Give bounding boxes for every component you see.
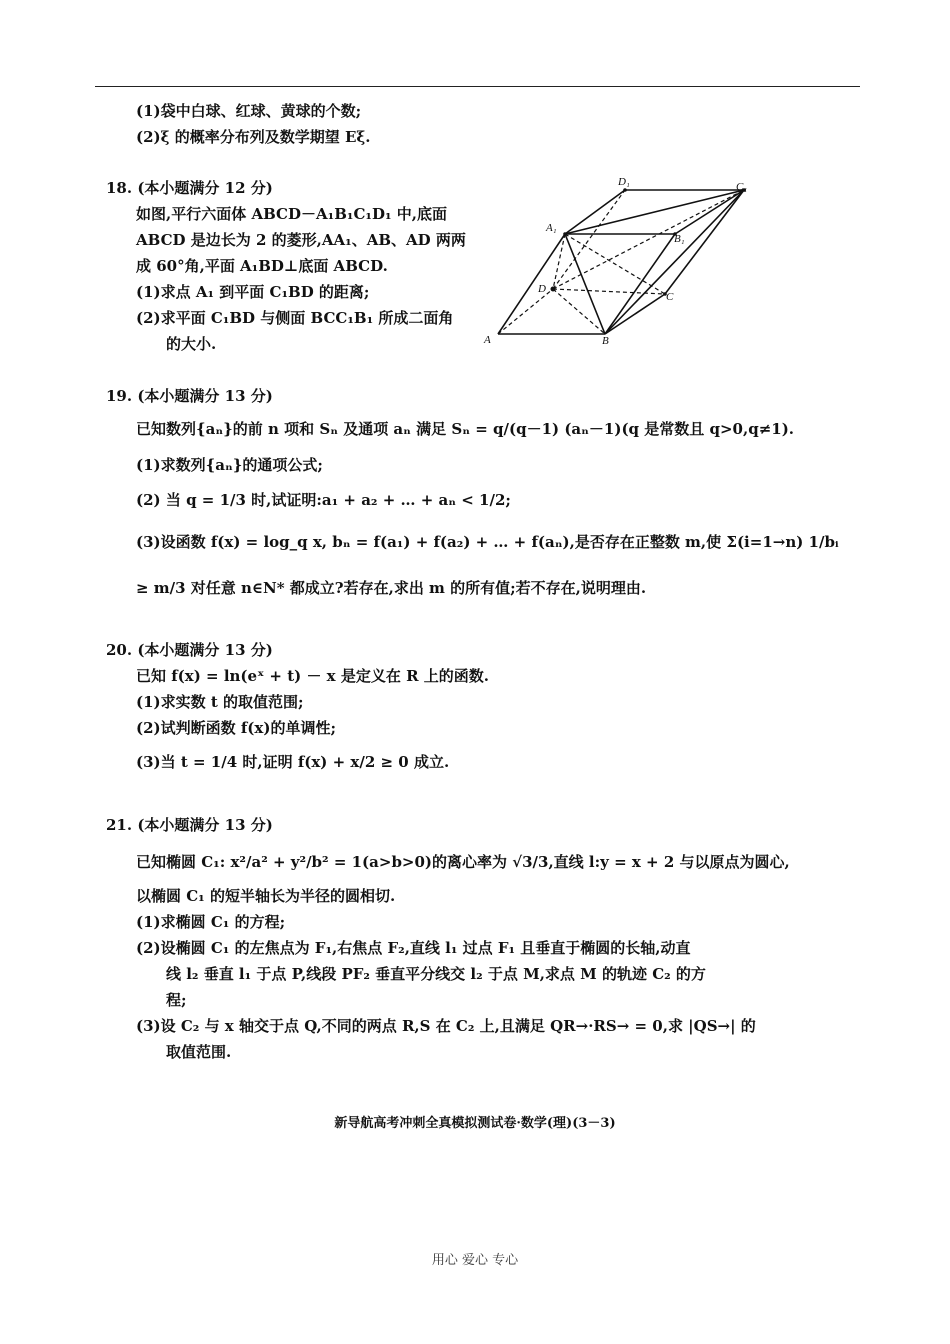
q20-line2: (1)求实数 t 的取值范围;	[136, 693, 304, 711]
edge-b1b	[605, 234, 675, 334]
q19-line3: (2) 当 q = 1/3 时,试证明:a₁ + a₂ + … + aₙ < 1/2;	[136, 491, 511, 509]
q21-line6: 程;	[166, 991, 187, 1009]
label-c: C	[666, 291, 674, 303]
q21-line3: (1)求椭圆 C₁ 的方程;	[136, 913, 286, 931]
label-d: D	[538, 283, 546, 295]
label-d1: D₁	[618, 176, 630, 188]
point-d1	[623, 188, 627, 192]
q20-line4: (3)当 t = 1/4 时,证明 f(x) + x/2 ≥ 0 成立.	[136, 753, 450, 771]
edge-bc1	[605, 190, 744, 334]
q21-line2: 以椭圆 C₁ 的短半轴长为半径的圆相切.	[136, 887, 396, 905]
edge-ad-hidden	[498, 289, 553, 334]
q19-line2: (1)求数列{aₙ}的通项公式;	[136, 456, 323, 474]
q19-line1: 已知数列{aₙ}的前 n 项和 Sₙ 及通项 aₙ 满足 Sₙ = q/(q－1) (aₙ－1)(q 是常数且 q>0,q≠1).	[136, 420, 795, 438]
q18-line2: ABCD 是边长为 2 的菱形,AA₁、AB、AD 两两	[136, 231, 466, 249]
q18-line4: (1)求点 A₁ 到平面 C₁BD 的距离;	[136, 283, 370, 301]
q19-line4: (3)设函数 f(x) = log_q x, bₙ = f(a₁) + f(a₂) + … + f(aₙ),是否存在正整数 m,使 Σ(i=1→n) 1/bᵢ	[136, 533, 839, 551]
label-a: A	[484, 334, 491, 346]
edge-b1c1	[675, 190, 744, 234]
point-d	[551, 287, 556, 292]
bottom-caption: 用心 爱心 专心	[431, 1253, 519, 1268]
edge-a1c-hidden	[565, 234, 665, 294]
edge-aa1	[498, 234, 565, 334]
q20-line1: 已知 f(x) = ln(eˣ + t) － x 是定义在 R 上的函数.	[136, 667, 489, 685]
q21-line4: (2)设椭圆 C₁ 的左焦点为 F₁,右焦点 F₂,直线 l₁ 过点 F₁ 且垂直于椭圆的长轴,动直	[136, 939, 691, 957]
label-b1: B₁	[674, 233, 685, 245]
edge-db-hidden	[553, 289, 605, 334]
parallelepiped-figure	[478, 174, 758, 350]
top-rule	[95, 86, 860, 87]
label-a1: A₁	[546, 222, 557, 234]
point-a1	[563, 232, 567, 236]
q18-line1: 如图,平行六面体 ABCD－A₁B₁C₁D₁ 中,底面	[136, 205, 447, 223]
edge-dd1-hidden	[553, 190, 625, 289]
q21-title: 21. (本小题满分 13 分)	[106, 816, 273, 834]
q20-line3: (2)试判断函数 f(x)的单调性;	[136, 719, 336, 737]
q17-part2: (2)ξ 的概率分布列及数学期望 Eξ.	[136, 128, 371, 146]
q19-line5: ≥ m/3 对任意 n∈N* 都成立?若存在,求出 m 的所有值;若不存在,说明理由.	[136, 579, 647, 597]
q21-line1: 已知椭圆 C₁: x²/a² + y²/b² = 1(a>b>0)的离心率为 √3/3,直线 l:y = x + 2 与以原点为圆心,	[136, 853, 790, 871]
edge-a1c1	[565, 190, 744, 234]
q17-part1: (1)袋中白球、红球、黄球的个数;	[136, 102, 362, 120]
q18-line6: 的大小.	[166, 335, 217, 353]
q19-title: 19. (本小题满分 13 分)	[106, 387, 273, 405]
edge-bc	[605, 294, 665, 334]
q21-line5: 线 l₂ 垂直 l₁ 于点 P,线段 PF₂ 垂直平分线交 l₂ 于点 M,求点 M 的轨迹 C₂ 的方	[166, 965, 706, 983]
q18-title: 18. (本小题满分 12 分)	[106, 179, 273, 197]
q21-line7: (3)设 C₂ 与 x 轴交于点 Q,不同的两点 R,S 在 C₂ 上,且满足 QR→·RS→ = 0,求 |QS→| 的	[136, 1017, 756, 1035]
q21-line8: 取值范围.	[166, 1043, 232, 1061]
q18-line3: 成 60°角,平面 A₁BD⊥底面 ABCD.	[136, 257, 388, 275]
edge-a1b	[565, 234, 605, 334]
label-b: B	[602, 335, 609, 347]
label-c1: C₁	[736, 181, 748, 193]
page-footer: 新导航高考冲刺全真模拟测试卷·数学(理)(3－3)	[334, 1116, 616, 1131]
q18-line5: (2)求平面 C₁BD 与侧面 BCC₁B₁ 所成二面角	[136, 309, 454, 327]
q20-title: 20. (本小题满分 13 分)	[106, 641, 273, 659]
